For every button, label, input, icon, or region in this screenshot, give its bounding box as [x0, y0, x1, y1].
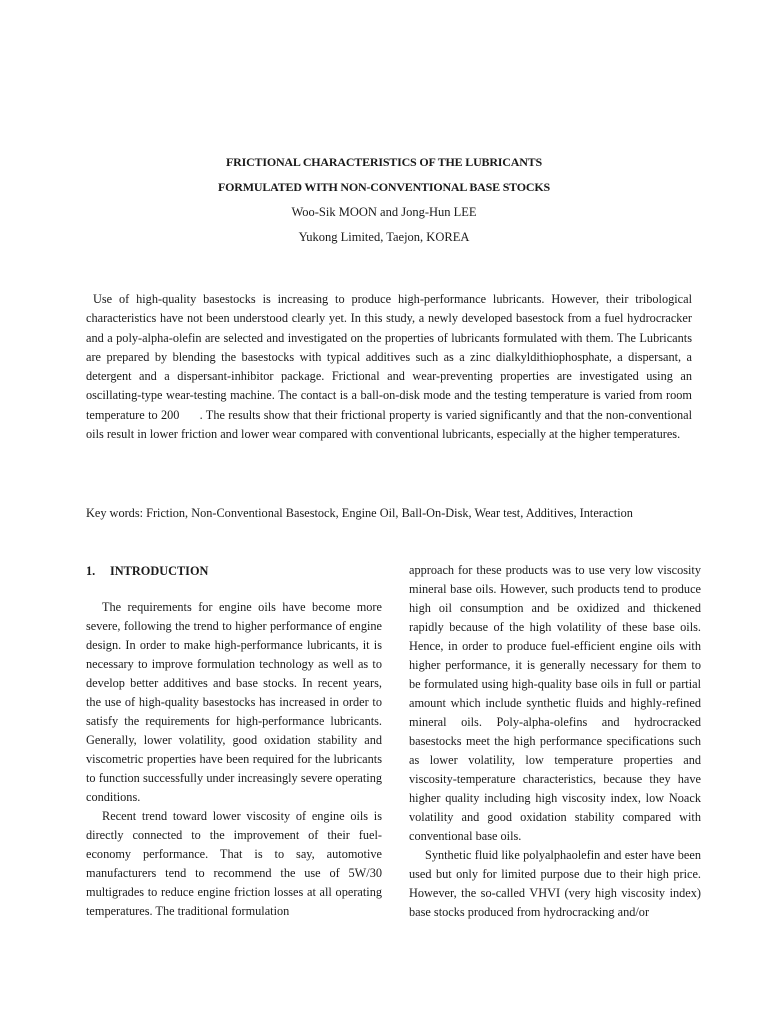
paper-title-line-2: FORMULATED WITH NON-CONVENTIONAL BASE STOCKS	[218, 180, 550, 194]
abstract-text-part-2: . The results show that their frictional property is varied significantly and that the non-conventional oils result in lower friction and lower wear compared with conventional lubricants, especially at the higher temperatures.	[86, 407, 692, 442]
section-heading	[86, 562, 382, 580]
right-paragraph-1: approach for these products was to use very low viscosity mineral base oils. However, such products tend to produce high oil consumption and be oxidized and thickened rapidly because of the high volatility of these base oils. Hence, in order to produce fuel-efficient engine oils with higher performance, it is generally necessary for them to be formulated using high-quality base oils in full or partial amount which include synthetic fluids and highly-refined mineral oils. Poly-alpha-olefins and hydrocracked basestocks meet the high performance specifications such as lower volatility, low temperature properties and viscosity-temperature characteristics, because they have higher quality including high viscosity index, low Noack volatility and good oxidation stability compared with conventional base oils.	[409, 563, 701, 843]
intro-paragraph-1: The requirements for engine oils have become more severe, following the trend to higher performance of engine design. In order to make high-performance lubricants, it is necessary to improve formulation technology as well as to develop better additives and base stocks. In recent years, the use of high-quality basestocks has increased in order to satisfy the requirements for high-performance lubricants. Generally, lower volatility, good oxidation stability and viscometric properties have been required for the lubricants to function successfully under increasingly severe operating conditions.	[86, 600, 382, 804]
title-block	[0, 150, 768, 250]
abstract-text-part-1: Use of high-quality basestocks is increasing to produce high-performance lubricants. However, their tribological characteristics have not been understood clearly yet. In this study, a newly developed basestock from a fuel hydrocracker and a poly-alpha-olefin are selected and investigated on the properties of lubricants formulated with them. The Lubricants are prepared by blending the basestocks with typical additives such as a zinc dialkyldithiophosphate, a dispersant, a detergent and a dispersant-inhibitor package. Frictional and wear-preventing properties are investigated using an oscillating-type wear-testing machine. The contact is a ball-on-disk mode and the testing temperature is varied from room temperature to 200	[86, 292, 692, 422]
section-number: 1.	[86, 564, 96, 578]
affiliation: Yukong Limited, Taejon, KOREA	[298, 230, 470, 244]
right-paragraph-2: Synthetic fluid like polyalphaolefin and ester have been used but only for limited purpose due to their high price. However, the so-called VHVI (very high viscosity index) base stocks produced from hydrocracking and/or	[409, 848, 701, 919]
intro-paragraph-2: Recent trend toward lower viscosity of engine oils is directly connected to the improvement of their fuel-economy performance. That is to say, automotive manufacturers tend to recommend the use of 5W/30 multigrades to reduce engine friction losses at all operating temperatures. The traditional formulation	[86, 809, 382, 918]
right-column	[409, 561, 701, 922]
paper-title-line-1: FRICTIONAL CHARACTERISTICS OF THE LUBRICANTS	[226, 155, 542, 169]
left-column	[86, 562, 382, 921]
section-title: INTRODUCTION	[110, 564, 209, 578]
authors: Woo-Sik MOON and Jong-Hun LEE	[291, 205, 477, 219]
abstract	[86, 290, 692, 444]
keywords: Key words: Friction, Non-Conventional Basestock, Engine Oil, Ball-On-Disk, Wear test, Additives, Interaction	[86, 506, 633, 520]
